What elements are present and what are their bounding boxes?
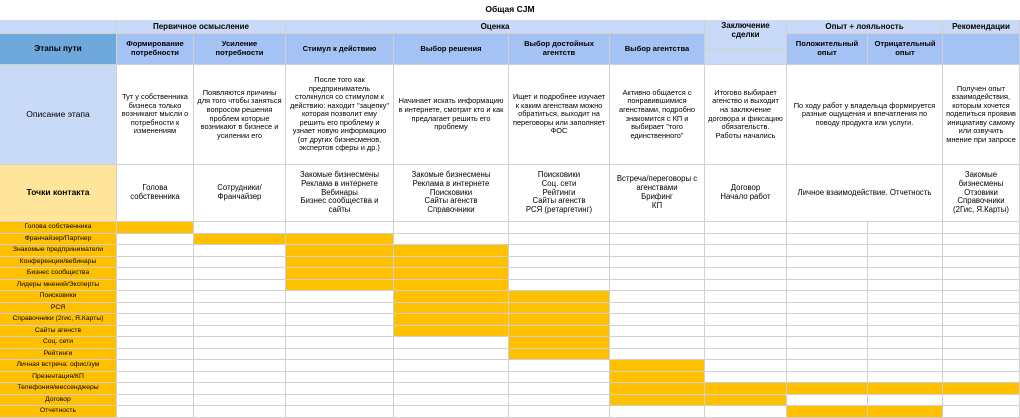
channel-cell-filled[interactable] — [286, 280, 394, 292]
channel-cell[interactable] — [610, 326, 705, 338]
stage-description[interactable]: Появляются причины для того чтобы заняться вопросом решения проблем которые возникают в бизнесе и усилении его — [194, 65, 286, 165]
channel-cell-filled[interactable] — [509, 349, 610, 361]
channel-cell-filled[interactable] — [787, 383, 868, 395]
channel-cell[interactable] — [394, 360, 509, 372]
stage-description[interactable]: Ищет и подробнее изучает к каким агенствам можно обратиться, выходит на переговоры или заполняет ФОС — [509, 65, 610, 165]
channel-cell[interactable] — [787, 234, 868, 246]
channel-cell[interactable] — [943, 360, 1020, 372]
channel-cell[interactable] — [610, 234, 705, 246]
channel-cell[interactable] — [194, 383, 286, 395]
stage-header[interactable]: Положительный опыт — [787, 34, 868, 65]
channel-cell-filled[interactable] — [394, 303, 509, 315]
channel-cell[interactable] — [943, 257, 1020, 269]
stage-description[interactable]: По ходу работ у владельца формируется разные ощущения и впечатления по поводу продукта или услуги. — [787, 65, 943, 165]
channel-cell[interactable] — [194, 360, 286, 372]
channel-cell[interactable] — [787, 337, 868, 349]
channel-cell[interactable] — [286, 383, 394, 395]
channel-cell[interactable] — [286, 360, 394, 372]
channel-cell[interactable] — [705, 349, 787, 361]
channel-cell[interactable] — [868, 222, 943, 234]
channel-cell-filled[interactable] — [610, 395, 705, 407]
stage-description[interactable]: Итогово выбирает агенство и выходит на заключение договора и фиксацию обязательств. Работы начались — [705, 65, 787, 165]
channel-cell[interactable] — [509, 372, 610, 384]
stage-description[interactable]: Получен опыт взаимодействия, которым хочется поделиться проявив инициативу самому или озвучить мнение при запросе — [943, 65, 1020, 165]
group-header[interactable]: Опыт + лояльность — [787, 20, 943, 34]
channel-cell[interactable] — [610, 222, 705, 234]
channel-cell[interactable] — [394, 349, 509, 361]
channel-cell[interactable] — [868, 245, 943, 257]
channel-cell[interactable] — [610, 291, 705, 303]
channel-cell-filled[interactable] — [286, 257, 394, 269]
channel-cell[interactable] — [787, 303, 868, 315]
channel-cell[interactable] — [286, 326, 394, 338]
channel-label[interactable]: Сайты агенств — [0, 326, 117, 338]
stage-header[interactable]: Формирование потребности — [117, 34, 194, 65]
channel-cell[interactable] — [610, 349, 705, 361]
channel-cell[interactable] — [117, 280, 194, 292]
stage-description[interactable]: Активно общается с понравившимися агенствами, подробно знакомится с КП и выбирает "того единственного" — [610, 65, 705, 165]
channel-cell[interactable] — [787, 280, 868, 292]
channel-cell[interactable] — [787, 268, 868, 280]
stage-header[interactable]: Выбор агентства — [610, 34, 705, 65]
channel-cell[interactable] — [868, 257, 943, 269]
channel-cell-filled[interactable] — [509, 291, 610, 303]
channel-cell[interactable] — [509, 395, 610, 407]
touchpoint-cell[interactable]: Встреча/переговоры с агенствами Брифинг КП — [610, 165, 705, 222]
channel-cell[interactable] — [610, 257, 705, 269]
channel-cell-filled[interactable] — [943, 383, 1020, 395]
channel-cell[interactable] — [394, 222, 509, 234]
channel-cell-filled[interactable] — [117, 222, 194, 234]
channel-cell[interactable] — [943, 349, 1020, 361]
channel-cell[interactable] — [117, 234, 194, 246]
channel-cell[interactable] — [868, 268, 943, 280]
channel-cell[interactable] — [117, 257, 194, 269]
channel-cell[interactable] — [943, 395, 1020, 407]
channel-cell-filled[interactable] — [286, 234, 394, 246]
channel-cell[interactable] — [194, 372, 286, 384]
channel-cell[interactable] — [943, 303, 1020, 315]
channel-cell[interactable] — [610, 245, 705, 257]
channel-cell[interactable] — [868, 291, 943, 303]
channel-cell[interactable] — [705, 234, 787, 246]
channel-cell[interactable] — [117, 337, 194, 349]
stages-label[interactable]: Этапы пути — [0, 34, 117, 65]
channel-cell[interactable] — [509, 257, 610, 269]
channel-cell[interactable] — [943, 314, 1020, 326]
channel-cell-filled[interactable] — [705, 383, 787, 395]
touchpoint-cell[interactable]: Закомые бизнесмены Реклама в интернете Вебинары Бизнес сообщества и сайты — [286, 165, 394, 222]
channel-cell[interactable] — [610, 314, 705, 326]
channel-cell-filled[interactable] — [286, 268, 394, 280]
channel-cell[interactable] — [286, 337, 394, 349]
channel-cell[interactable] — [394, 234, 509, 246]
channel-cell[interactable] — [509, 383, 610, 395]
channel-label[interactable]: Знакомые предприниматели — [0, 245, 117, 257]
description-label[interactable]: Описание этапа — [0, 65, 117, 165]
channel-cell[interactable] — [194, 245, 286, 257]
channel-cell[interactable] — [705, 326, 787, 338]
channel-label[interactable]: Бизнес сообщества — [0, 268, 117, 280]
channel-cell[interactable] — [194, 222, 286, 234]
channel-cell-filled[interactable] — [394, 257, 509, 269]
channel-cell[interactable] — [286, 395, 394, 407]
channel-cell[interactable] — [194, 291, 286, 303]
channel-cell[interactable] — [943, 372, 1020, 384]
touchpoint-cell[interactable]: Поисковики Соц. сети Рейтинги Сайты агенств РСЯ (ретаргетинг) — [509, 165, 610, 222]
channel-cell[interactable] — [787, 360, 868, 372]
channel-cell[interactable] — [943, 245, 1020, 257]
channel-cell[interactable] — [787, 326, 868, 338]
channel-cell-filled[interactable] — [194, 234, 286, 246]
group-header[interactable]: Заключение сделки — [705, 20, 787, 50]
channel-cell[interactable] — [117, 372, 194, 384]
channel-cell[interactable] — [705, 268, 787, 280]
channel-cell[interactable] — [787, 314, 868, 326]
group-header[interactable]: Рекомендации — [943, 20, 1020, 34]
channel-cell-filled[interactable] — [705, 395, 787, 407]
sheet-title: Общая CJM — [0, 0, 1020, 20]
channel-cell[interactable] — [943, 268, 1020, 280]
channel-cell[interactable] — [787, 257, 868, 269]
channel-cell[interactable] — [509, 280, 610, 292]
channel-cell[interactable] — [787, 291, 868, 303]
group-header[interactable]: Оценка — [286, 20, 705, 34]
channel-cell[interactable] — [117, 349, 194, 361]
channel-cell[interactable] — [194, 268, 286, 280]
channel-label[interactable]: Рейтинги — [0, 349, 117, 361]
channel-cell[interactable] — [194, 257, 286, 269]
stage-header-empty[interactable] — [943, 34, 1020, 65]
channel-cell[interactable] — [787, 349, 868, 361]
channel-cell-filled[interactable] — [394, 291, 509, 303]
channel-cell-filled[interactable] — [394, 268, 509, 280]
channel-cell[interactable] — [286, 349, 394, 361]
channel-cell[interactable] — [610, 303, 705, 315]
channel-cell[interactable] — [509, 222, 610, 234]
channel-cell[interactable] — [286, 372, 394, 384]
channel-cell[interactable] — [943, 326, 1020, 338]
channel-cell[interactable] — [705, 280, 787, 292]
channel-cell-filled[interactable] — [286, 245, 394, 257]
channel-cell[interactable] — [394, 372, 509, 384]
channel-label[interactable]: Соц. сети — [0, 337, 117, 349]
channel-cell[interactable] — [868, 395, 943, 407]
channel-cell[interactable] — [705, 291, 787, 303]
touchpoint-cell[interactable]: Сотрудники/Франчайзер — [194, 165, 286, 222]
channel-cell[interactable] — [194, 303, 286, 315]
channel-cell-filled[interactable] — [610, 383, 705, 395]
channel-cell-filled[interactable] — [509, 337, 610, 349]
channel-cell-filled[interactable] — [394, 280, 509, 292]
stage-header[interactable]: Стимул к действию — [286, 34, 394, 65]
channel-cell[interactable] — [705, 360, 787, 372]
channel-cell[interactable] — [868, 314, 943, 326]
channel-cell[interactable] — [868, 349, 943, 361]
channel-cell[interactable] — [194, 337, 286, 349]
channel-label[interactable]: Голова собственника — [0, 222, 117, 234]
channel-cell[interactable] — [194, 280, 286, 292]
channel-cell[interactable] — [787, 395, 868, 407]
channel-cell[interactable] — [943, 222, 1020, 234]
stage-description[interactable]: Тут у собственника бизнеса только возникают мысли о потребности к изменениям — [117, 65, 194, 165]
channel-cell[interactable] — [509, 245, 610, 257]
touchpoint-cell[interactable]: Голова собственника — [117, 165, 194, 222]
channel-cell-filled[interactable] — [394, 245, 509, 257]
channel-label[interactable]: РСЯ — [0, 303, 117, 315]
channel-cell-filled[interactable] — [509, 326, 610, 338]
channel-cell[interactable] — [117, 395, 194, 407]
channel-cell[interactable] — [705, 337, 787, 349]
channel-cell[interactable] — [117, 360, 194, 372]
touchpoint-cell[interactable]: Договор Начало работ — [705, 165, 787, 222]
channel-label[interactable]: Конференции/вебинары — [0, 257, 117, 269]
channel-cell[interactable] — [194, 349, 286, 361]
channel-cell[interactable] — [394, 383, 509, 395]
channel-cell[interactable] — [705, 303, 787, 315]
channel-cell[interactable] — [286, 314, 394, 326]
channel-cell[interactable] — [943, 280, 1020, 292]
channel-cell[interactable] — [286, 291, 394, 303]
channel-cell[interactable] — [868, 280, 943, 292]
channel-cell[interactable] — [509, 268, 610, 280]
channel-cell-filled[interactable] — [868, 383, 943, 395]
channel-cell[interactable] — [194, 314, 286, 326]
touchpoint-cell[interactable]: Личное взаимодействие. Отчетность — [787, 165, 943, 222]
channel-cell-filled[interactable] — [610, 360, 705, 372]
stage-description[interactable]: После того как предприниматель столкнулся со стимулом к действию: находит "зацепку" которая позволит ему решить его проблему и узнает новую информацию (от других бизнесменов, экспертов сферы и др.) — [286, 65, 394, 165]
channel-cell[interactable] — [117, 314, 194, 326]
channel-cell[interactable] — [394, 337, 509, 349]
channel-cell[interactable] — [787, 222, 868, 234]
channel-cell[interactable] — [117, 383, 194, 395]
channel-cell[interactable] — [787, 372, 868, 384]
channel-cell[interactable] — [868, 234, 943, 246]
channel-cell-filled[interactable] — [509, 303, 610, 315]
channel-cell[interactable] — [286, 303, 394, 315]
channel-label[interactable]: Личная встреча: офис/зум — [0, 360, 117, 372]
channel-cell[interactable] — [868, 337, 943, 349]
channel-label[interactable]: Франчайзер/Партнер — [0, 234, 117, 246]
channel-label[interactable]: Поисковики — [0, 291, 117, 303]
stage-header[interactable]: Отрицательный опыт — [868, 34, 943, 65]
channel-label[interactable]: Справочники (2гис, Я.Карты) — [0, 314, 117, 326]
channel-cell-filled[interactable] — [394, 314, 509, 326]
touchpoint-cell[interactable]: Закомые бизнесмены Реклама в интернете Поисковики Сайты агенств Справочники — [394, 165, 509, 222]
group-header[interactable]: Первичное осмысление — [117, 20, 286, 34]
channel-cell-filled[interactable] — [394, 326, 509, 338]
channel-label[interactable]: Презентация/КП — [0, 372, 117, 384]
channel-cell[interactable] — [943, 291, 1020, 303]
channel-cell-filled[interactable] — [610, 372, 705, 384]
channel-cell[interactable] — [610, 280, 705, 292]
channel-label[interactable]: Договор — [0, 395, 117, 407]
stage-header-empty[interactable] — [705, 50, 787, 65]
channel-cell[interactable] — [943, 234, 1020, 246]
touchpoints-label[interactable]: Точки контакта — [0, 165, 117, 222]
stage-header[interactable]: Усиление потребности — [194, 34, 286, 65]
channel-label[interactable]: Телефония/мессенджеры — [0, 383, 117, 395]
channel-cell[interactable] — [117, 268, 194, 280]
channel-cell[interactable] — [610, 268, 705, 280]
touchpoint-cell[interactable]: Закомые бизнесмены Отзовики Справочники (2Гис, Я.Карты) — [943, 165, 1020, 222]
channel-cell[interactable] — [705, 245, 787, 257]
stage-header[interactable]: Выбор решения — [394, 34, 509, 65]
channel-cell[interactable] — [705, 372, 787, 384]
channel-cell[interactable] — [787, 245, 868, 257]
channel-cell-filled[interactable] — [509, 314, 610, 326]
channel-cell[interactable] — [868, 303, 943, 315]
channel-cell[interactable] — [117, 326, 194, 338]
channel-cell[interactable] — [868, 326, 943, 338]
channel-cell[interactable] — [117, 303, 194, 315]
channel-cell[interactable] — [394, 395, 509, 407]
channel-cell[interactable] — [868, 360, 943, 372]
channel-cell[interactable] — [610, 337, 705, 349]
channel-cell[interactable] — [705, 222, 787, 234]
channel-cell[interactable] — [194, 326, 286, 338]
channel-label[interactable]: Лидеры мнений/Эксперты — [0, 280, 117, 292]
channel-cell[interactable] — [286, 222, 394, 234]
channel-cell[interactable] — [194, 395, 286, 407]
stage-description[interactable]: Начинает искать информацию в интернете, смотрит кто и как предлагает решить его проблему — [394, 65, 509, 165]
stage-header[interactable]: Выбор достойных агентств — [509, 34, 610, 65]
empty-header-cell[interactable] — [0, 20, 117, 34]
channel-cell[interactable] — [705, 314, 787, 326]
channel-label[interactable]: Отчетность — [0, 406, 117, 418]
channel-cell[interactable] — [943, 337, 1020, 349]
channel-cell[interactable] — [117, 245, 194, 257]
channel-cell[interactable] — [509, 360, 610, 372]
channel-cell[interactable] — [868, 372, 943, 384]
channel-cell[interactable] — [705, 257, 787, 269]
channel-cell[interactable] — [117, 291, 194, 303]
channel-cell[interactable] — [509, 234, 610, 246]
